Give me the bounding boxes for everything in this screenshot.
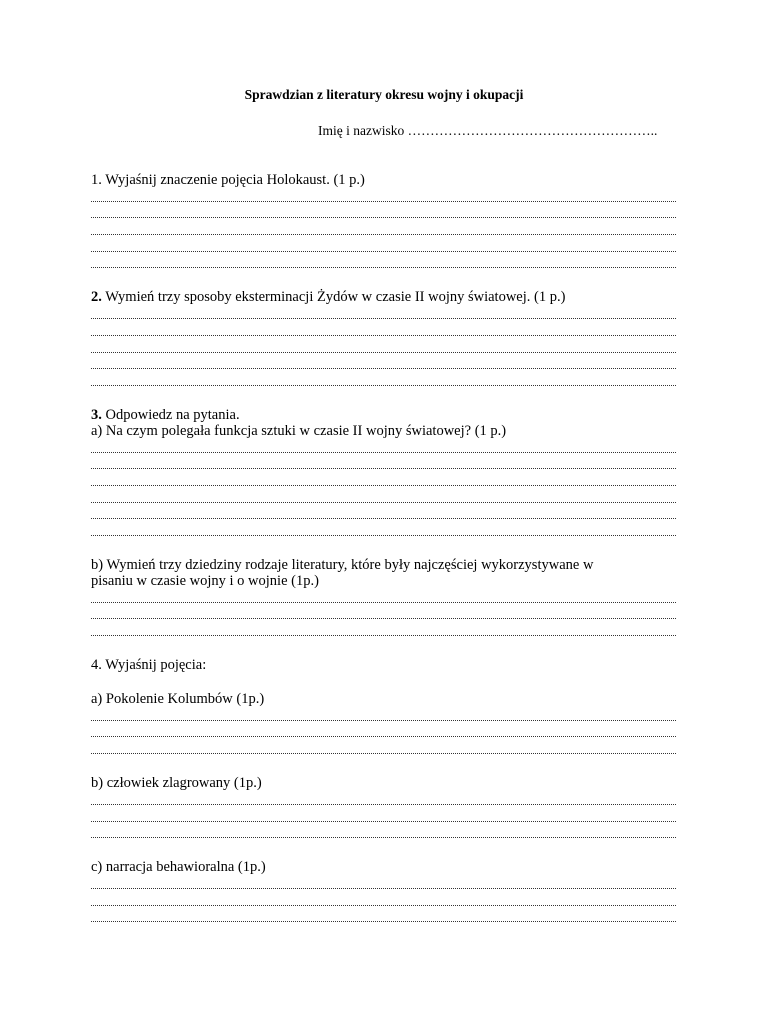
answer-line[interactable] xyxy=(91,188,676,205)
name-label: Imię i nazwisko xyxy=(318,123,405,138)
answer-line[interactable] xyxy=(91,238,676,255)
answer-line[interactable] xyxy=(91,740,676,757)
answer-line[interactable] xyxy=(91,339,676,356)
name-dots[interactable]: ……………………………………………….. xyxy=(407,123,658,138)
question-text: a) Pokolenie Kolumbów (1p.) xyxy=(91,691,265,708)
answer-line[interactable] xyxy=(91,439,676,456)
answer-line[interactable] xyxy=(91,372,676,389)
question-3a xyxy=(91,423,676,539)
answer-line[interactable] xyxy=(91,305,676,322)
question-text: b) człowiek zlagrowany (1p.) xyxy=(91,775,262,792)
question-text: c) narracja behawioralna (1p.) xyxy=(91,859,266,876)
answer-line[interactable] xyxy=(91,909,676,926)
question-1 xyxy=(91,172,676,271)
question-3b xyxy=(91,557,676,639)
answer-line[interactable] xyxy=(91,456,676,473)
question-number: 3. xyxy=(91,406,102,423)
answer-line[interactable] xyxy=(91,221,676,238)
answer-line[interactable] xyxy=(91,707,676,724)
answer-line[interactable] xyxy=(91,589,676,606)
question-text: Wyjaśnij znaczenie pojęcia Holokaust. (1 p.) xyxy=(101,172,365,188)
question-text: b) Wymień trzy dziedziny rodzaje literatury, które były najczęściej wykorzystywane w xyxy=(91,557,594,573)
answer-line[interactable] xyxy=(91,205,676,222)
page-title: Sprawdzian z literatury okresu wojny i okupacji xyxy=(244,87,524,102)
question-4c xyxy=(91,859,676,925)
answer-line[interactable] xyxy=(91,506,676,523)
question-4a xyxy=(91,691,676,757)
answer-line[interactable] xyxy=(91,724,676,741)
answer-line[interactable] xyxy=(91,791,676,808)
question-4 xyxy=(91,657,676,673)
answer-line[interactable] xyxy=(91,875,676,892)
answer-line[interactable] xyxy=(91,606,676,623)
answer-line[interactable] xyxy=(91,825,676,842)
questions-list xyxy=(91,172,676,943)
question-text: a) Na czym polegała funkcja sztuki w czasie II wojny światowej? (1 p.) xyxy=(91,422,507,439)
question-text: Odpowiedz na pytania. xyxy=(101,406,240,423)
question-4b xyxy=(91,775,676,841)
question-text-continued: pisaniu w czasie wojny i o wojnie (1p.) xyxy=(91,573,319,589)
question-3 xyxy=(91,407,676,423)
answer-line[interactable] xyxy=(91,472,676,489)
question-text: Wymień trzy sposoby eksterminacji Żydów w czasie II wojny światowej. (1 p.) xyxy=(101,289,566,306)
answer-line[interactable] xyxy=(91,255,676,272)
question-text: Wyjaśnij pojęcia: xyxy=(101,657,207,674)
question-number: 2. xyxy=(91,289,102,306)
question-number: 1. xyxy=(91,172,102,188)
answer-line[interactable] xyxy=(91,489,676,506)
answer-line[interactable] xyxy=(91,356,676,373)
answer-line[interactable] xyxy=(91,522,676,539)
answer-line[interactable] xyxy=(91,892,676,909)
answer-line[interactable] xyxy=(91,808,676,825)
answer-line[interactable] xyxy=(91,322,676,339)
answer-line[interactable] xyxy=(91,622,676,639)
name-field-row xyxy=(318,122,657,139)
question-number: 4. xyxy=(91,657,102,674)
question-2 xyxy=(91,289,676,388)
